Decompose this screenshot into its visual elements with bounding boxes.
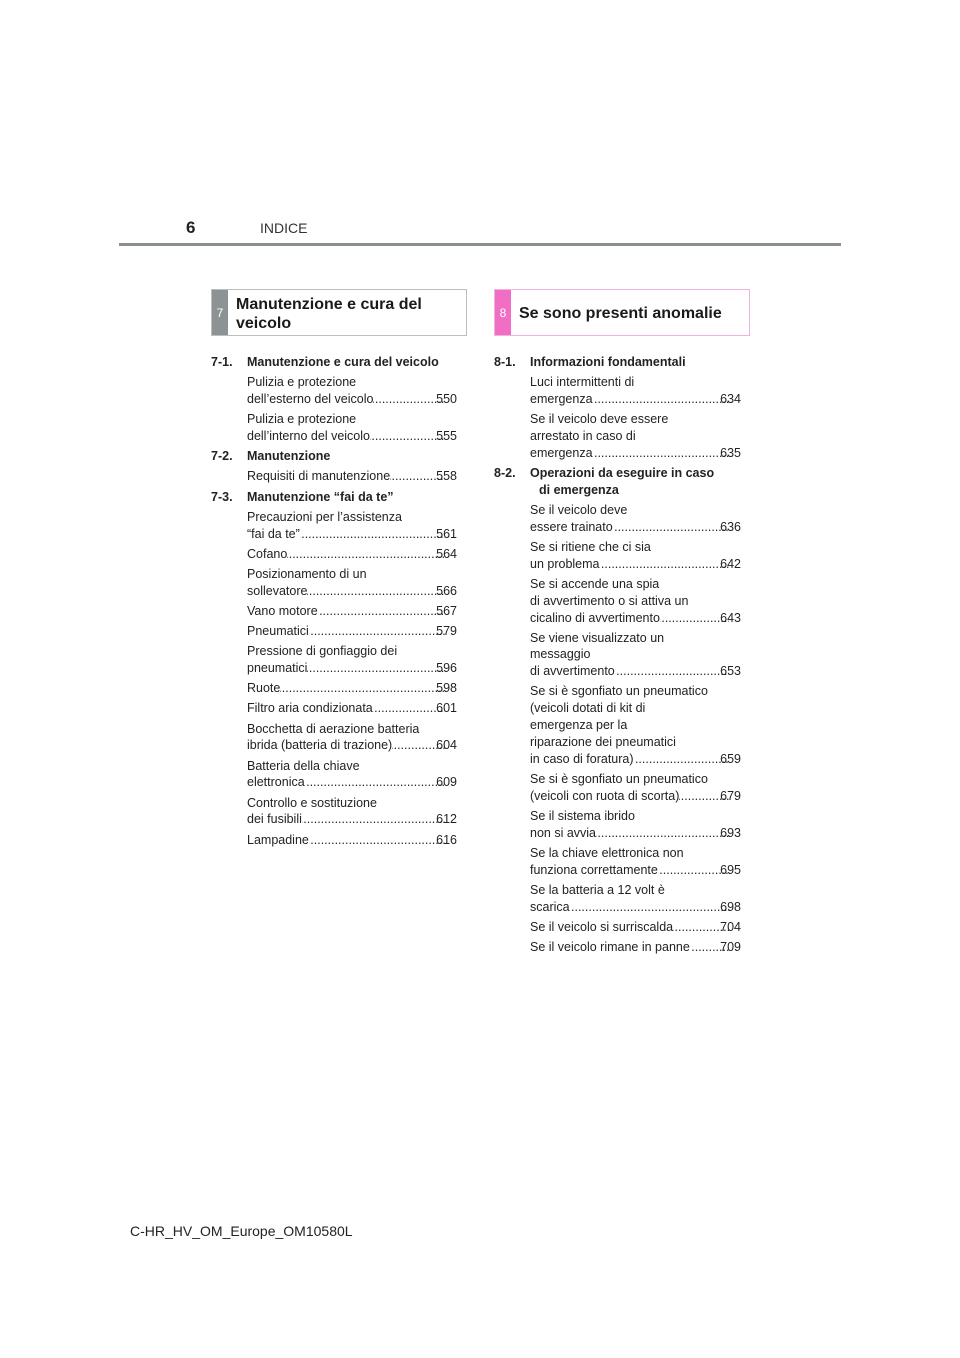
- toc-entry[interactable]: [211, 795, 457, 829]
- subsection-number: 7-2.: [211, 449, 233, 464]
- section-7-header[interactable]: [211, 289, 467, 336]
- toc-entry-text: Requisiti di manutenzione: [247, 469, 391, 484]
- toc-entry-text: Lampadine: [247, 832, 309, 847]
- toc-page-number: 555: [436, 428, 457, 443]
- toc-entry-text: Se il veicolo si surriscalda: [530, 919, 674, 934]
- dot-leader: [570, 899, 730, 916]
- toc-entry[interactable]: [211, 680, 457, 697]
- toc-entry-text: in caso di foratura): [530, 751, 634, 766]
- subsection-heading[interactable]: [494, 354, 741, 371]
- section-title-line: veicolo: [236, 314, 292, 332]
- section-title: [228, 290, 430, 335]
- toc-entry-text: Se viene visualizzato un: [530, 630, 665, 645]
- toc-entry-text: Se si è sgonfiato un pneumatico: [530, 684, 708, 699]
- toc-entry[interactable]: [211, 758, 457, 792]
- dot-leader: [309, 832, 445, 849]
- toc-entry[interactable]: [494, 502, 741, 536]
- toc-entry-text: scarica: [530, 899, 570, 914]
- section-title-line: Se sono presenti anomalie: [519, 305, 722, 322]
- toc-page-number: 635: [720, 445, 741, 460]
- toc-entry[interactable]: [211, 700, 457, 717]
- document-code: C-HR_HV_OM_Europe_OM10580L: [130, 1223, 353, 1239]
- toc-entry-text: Ruote: [247, 681, 281, 696]
- toc-entry-text: Se la chiave elettronica non: [530, 845, 684, 860]
- toc-entry[interactable]: [211, 546, 457, 563]
- dot-leader: [615, 663, 729, 680]
- toc-page-number: 704: [720, 919, 741, 934]
- dot-leader: [307, 660, 445, 677]
- section-8-header[interactable]: [494, 289, 750, 336]
- subsection-heading[interactable]: [211, 489, 457, 506]
- toc-page-number: 612: [436, 812, 457, 827]
- toc-entry-text: ibrida (batteria di trazione): [247, 738, 393, 753]
- toc-page-number: 601: [436, 701, 457, 716]
- dot-leader: [287, 546, 445, 563]
- toc-entry[interactable]: [494, 683, 741, 767]
- toc-page-number: 616: [436, 832, 457, 847]
- dot-leader: [309, 623, 445, 640]
- toc-entry-text: Se il sistema ibrido: [530, 808, 635, 823]
- toc-page-number: 596: [436, 661, 457, 676]
- toc-entry-text: Se il veicolo deve: [530, 502, 628, 517]
- toc-entry[interactable]: [494, 882, 741, 916]
- toc-entry-text: Batteria della chiave: [247, 758, 360, 773]
- subsection-number: 7-1.: [211, 355, 233, 369]
- toc-entry-text: (veicoli con ruota di scorta): [530, 788, 680, 803]
- toc-entry-text: dell’interno del veicolo: [247, 428, 370, 443]
- subsection-title: Informazioni fondamentali: [530, 355, 686, 369]
- toc-entry-text: Pressione di gonfiaggio dei: [247, 644, 398, 659]
- dot-leader: [593, 391, 730, 408]
- toc-entry-text: Se si è sgonfiato un pneumatico: [530, 771, 708, 786]
- subsection-number: 7-3.: [211, 489, 233, 504]
- toc-entry-text: Se si accende una spia: [530, 576, 660, 591]
- toc-page-number: 643: [720, 610, 741, 625]
- toc-entry[interactable]: [494, 771, 741, 805]
- toc-entry-text: Se il veicolo deve essere: [530, 412, 669, 427]
- toc-page-number: 598: [436, 681, 457, 696]
- toc-entry-text: Bocchetta di aerazione batteria: [247, 721, 420, 736]
- toc-entry-text: messaggio: [530, 647, 591, 662]
- dot-leader: [300, 526, 445, 543]
- toc-entry-text: dell’esterno del veicolo: [247, 391, 374, 406]
- toc-entry-text: Cofano: [247, 546, 288, 561]
- dot-leader: [600, 556, 730, 573]
- toc-entry[interactable]: [494, 539, 741, 573]
- toc-entry[interactable]: [494, 374, 741, 408]
- toc-entry-text: un problema: [530, 556, 600, 571]
- dot-leader: [613, 519, 729, 536]
- dot-leader: [302, 811, 445, 828]
- subsection-heading[interactable]: [494, 465, 741, 499]
- toc-entry[interactable]: [494, 939, 741, 956]
- toc-entry[interactable]: [211, 603, 457, 620]
- toc-entry[interactable]: [211, 566, 457, 600]
- toc-page-number: 653: [720, 664, 741, 679]
- toc-page-number: 709: [720, 939, 741, 954]
- section-8-contents: [494, 354, 741, 959]
- toc-page-number: 567: [436, 603, 457, 618]
- dot-leader: [280, 680, 445, 697]
- toc-entry-text: elettronica: [247, 775, 305, 790]
- subsection-heading[interactable]: [211, 448, 457, 465]
- dot-leader: [373, 700, 445, 717]
- subsection-title: Manutenzione: [247, 449, 331, 464]
- subsection-heading[interactable]: [211, 354, 457, 371]
- dot-leader: [318, 603, 445, 620]
- dot-leader: [658, 862, 729, 879]
- toc-entry[interactable]: [211, 721, 457, 755]
- toc-entry-text: emergenza: [530, 445, 593, 460]
- toc-page-number: 561: [436, 526, 457, 541]
- toc-entry[interactable]: [494, 845, 741, 879]
- toc-entry-text: Pulizia e protezione: [247, 375, 357, 390]
- toc-page-number: 550: [436, 391, 457, 406]
- toc-entry[interactable]: [494, 630, 741, 680]
- toc-page-number: 695: [720, 862, 741, 877]
- toc-entry-text: di avvertimento: [530, 664, 615, 679]
- toc-entry-text: Precauzioni per l’assistenza: [247, 509, 402, 524]
- toc-entry[interactable]: [494, 411, 741, 461]
- toc-entry[interactable]: [211, 411, 457, 445]
- toc-entry-text: Controllo e sostituzione: [247, 795, 377, 810]
- subsection-number: 8-1.: [494, 355, 516, 369]
- toc-entry[interactable]: [211, 509, 457, 543]
- subsection-title: Operazioni da eseguire in caso: [530, 465, 715, 480]
- toc-page-number: 566: [436, 583, 457, 598]
- page-title: INDICE: [260, 220, 308, 236]
- toc-entry[interactable]: [494, 576, 741, 626]
- toc-entry-text: Se il veicolo rimane in panne: [530, 939, 690, 954]
- toc-entry-text: di avvertimento o si attiva un: [530, 593, 689, 608]
- toc-entry-text: Pulizia e protezione: [247, 412, 357, 427]
- section-title-line: Manutenzione e cura del: [236, 295, 422, 313]
- subsection-number: 8-2.: [494, 465, 516, 480]
- toc-entry-text: cicalino di avvertimento: [530, 610, 660, 625]
- toc-page-number: 558: [436, 469, 457, 484]
- dot-leader: [596, 825, 729, 842]
- subsection-title: Manutenzione e cura del veicolo: [247, 355, 439, 369]
- toc-entry[interactable]: [211, 643, 457, 677]
- dot-leader: [634, 751, 730, 768]
- toc-entry[interactable]: [211, 468, 457, 485]
- toc-entry[interactable]: [494, 808, 741, 842]
- toc-entry-text: “fai da te”: [247, 526, 300, 541]
- toc-entry-text: pneumatici: [247, 661, 308, 676]
- toc-page-number: 693: [720, 825, 741, 840]
- section-title: [511, 290, 730, 335]
- toc-page-number: 609: [436, 775, 457, 790]
- section-number-tab: 8: [495, 290, 511, 335]
- toc-entry-text: arrestato in caso di: [530, 428, 636, 443]
- dot-leader: [373, 391, 445, 408]
- dot-leader: [307, 583, 445, 600]
- toc-entry[interactable]: [211, 832, 457, 849]
- toc-entry-text: Posizionamento di un: [247, 566, 367, 581]
- toc-entry-text: Pneumatici: [247, 624, 309, 639]
- toc-entry-text: sollevatore: [247, 583, 308, 598]
- dot-leader: [593, 445, 730, 462]
- toc-page-number: 698: [720, 899, 741, 914]
- toc-entry-text: funziona correttamente: [530, 862, 658, 877]
- dot-leader: [370, 428, 445, 445]
- toc-entry-text: riparazione dei pneumatici: [530, 734, 676, 749]
- toc-entry-text: emergenza: [530, 391, 593, 406]
- toc-entry-text: Se si ritiene che ci sia: [530, 539, 651, 554]
- toc-entry-text: (veicoli dotati di kit di: [530, 701, 646, 716]
- toc-entry-text: emergenza per la: [530, 718, 628, 733]
- toc-entry[interactable]: [211, 623, 457, 640]
- toc-page-number: 642: [720, 556, 741, 571]
- toc-entry-text: Vano motore: [247, 603, 318, 618]
- toc-page-number: 636: [720, 519, 741, 534]
- toc-entry[interactable]: [494, 919, 741, 936]
- toc-entry-text: Luci intermittenti di: [530, 375, 635, 390]
- subsection-title: Manutenzione “fai da te”: [247, 489, 394, 504]
- section-7-contents: [211, 354, 457, 852]
- toc-page-number: 659: [720, 751, 741, 766]
- toc-page-number: 579: [436, 624, 457, 639]
- subsection-title: di emergenza: [539, 482, 619, 497]
- section-number-tab: 7: [212, 290, 228, 335]
- toc-entry-text: essere trainato: [530, 519, 613, 534]
- toc-entry-text: Filtro aria condizionata: [247, 701, 373, 716]
- toc-page-number: 679: [720, 788, 741, 803]
- dot-leader: [660, 610, 729, 627]
- toc-entry[interactable]: [211, 374, 457, 408]
- toc-entry-text: dei fusibili: [247, 812, 302, 827]
- toc-page-number: 564: [436, 546, 457, 561]
- header-rule: [119, 243, 841, 246]
- toc-page-number: 604: [436, 738, 457, 753]
- toc-entry-text: Se la batteria a 12 volt è: [530, 882, 665, 897]
- toc-entry-text: non si avvia: [530, 825, 597, 840]
- page-number: 6: [186, 218, 196, 237]
- toc-page-number: 634: [720, 391, 741, 406]
- dot-leader: [305, 774, 445, 791]
